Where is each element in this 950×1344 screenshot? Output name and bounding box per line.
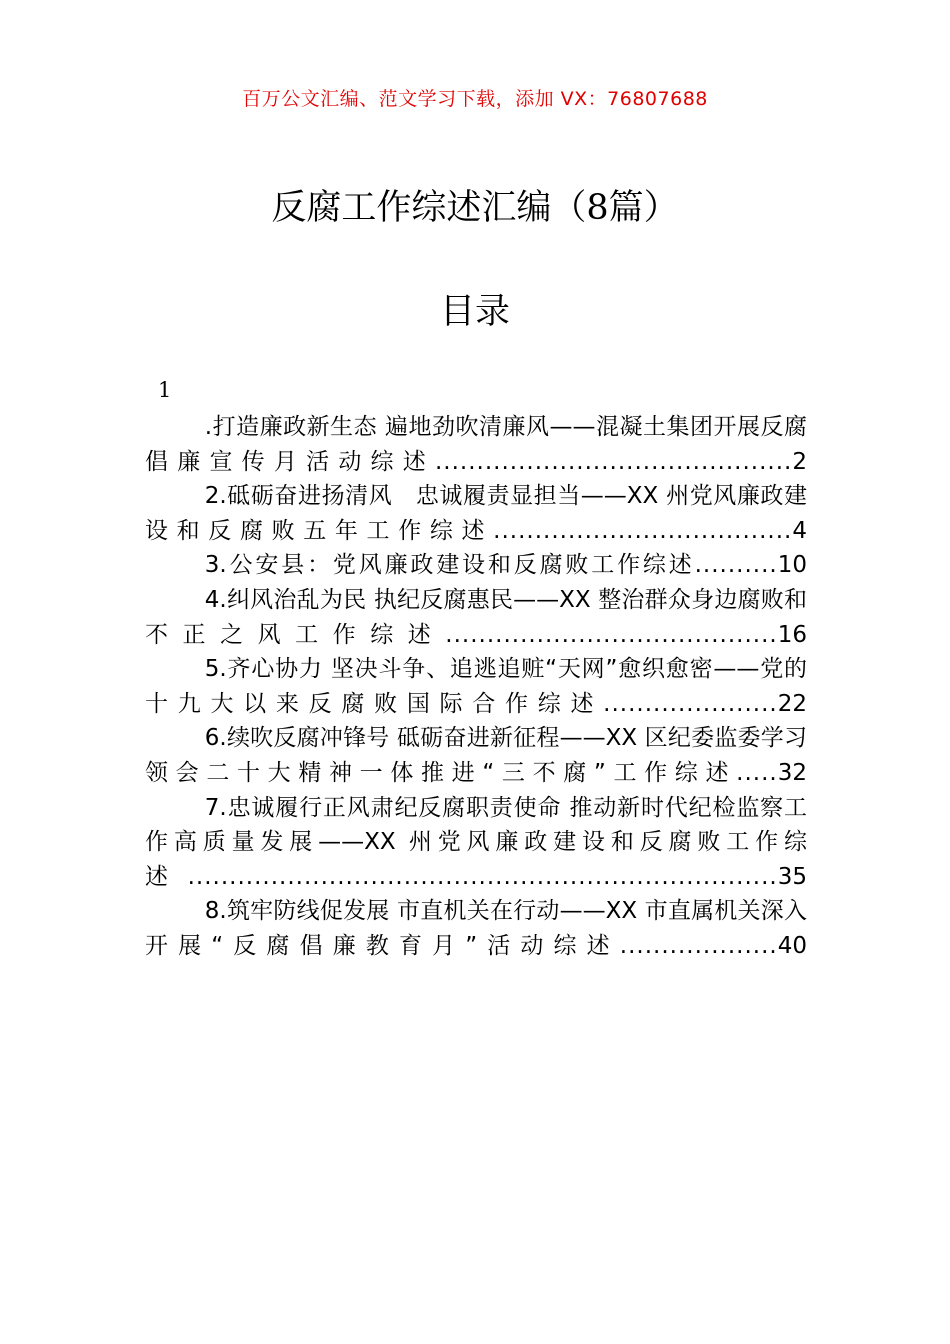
toc-heading: 目录: [439, 292, 510, 332]
toc-entry-leader: .......................................................................: [187, 863, 778, 890]
toc-entry-leader: ....................................: [493, 517, 793, 544]
toc-entry-leader: .....: [736, 759, 778, 786]
toc-entry-title: 7.忠诚履行正风肃纪反腐职责使命 推动新时代纪检监察工作高质量发展——XX 州党风廉政建设和反腐败工作综述: [145, 794, 807, 890]
toc-entry-title: 4.纠风治乱为民 执纪反腐惠民——XX 整治群众身边腐败和不正之风工作综述: [145, 586, 807, 648]
toc-entry-4[interactable]: [145, 583, 807, 652]
header-note: 百万公文汇编、范文学习下载，添加 VX：76807688: [242, 88, 708, 110]
toc-entry-leader: .....................: [603, 690, 778, 717]
toc-entry-page: 40: [777, 932, 807, 959]
toc-entry-leader: ........................................: [445, 621, 778, 648]
toc-entry-page: 32: [777, 759, 807, 786]
toc-entry-page: 4: [792, 517, 807, 544]
toc-entry-title: 8.筑牢防线促发展 市直机关在行动——XX 市直属机关深入开展“反腐倡廉教育月”活动综述: [145, 898, 807, 959]
toc-entry-leader: ..........: [694, 552, 778, 579]
toc-entry-page: 16: [777, 621, 807, 648]
toc-entry-title: 3.公安县：党风廉政建设和反腐败工作综述: [204, 552, 695, 579]
document-title-prefix: 反腐工作综述汇编（: [271, 188, 587, 228]
toc-entry-6[interactable]: [145, 721, 807, 790]
toc-entry-page: 2: [792, 448, 807, 475]
toc-entry-title: 2.砥砺奋进扬清风 忠诚履责显担当——XX 州党风廉政建设和反腐败五年工作综述: [145, 483, 807, 544]
document-title: [0, 180, 950, 230]
toc-entry-8[interactable]: [145, 894, 807, 963]
toc-entry-7[interactable]: [145, 791, 807, 895]
toc-entry-page: 35: [777, 863, 807, 890]
table-of-contents: [145, 410, 807, 964]
toc-entry-page: 22: [777, 690, 807, 717]
toc-entry-title: .打造廉政新生态 遍地劲吹清廉风——混凝土集团开展反腐倡廉宣传月活动综述: [145, 414, 807, 475]
toc-entry-leader: ...........................................: [434, 448, 793, 475]
toc-entry-page: 10: [777, 552, 807, 579]
toc-entry-1[interactable]: [145, 410, 807, 479]
toc-entry-title: 6.续吹反腐冲锋号 砥砺奋进新征程——XX 区纪委监委学习领会二十大精神一体推进“三不腐”工作综述: [145, 725, 807, 786]
document-title-suffix: 篇）: [608, 188, 679, 228]
document-title-count: 8: [586, 188, 609, 228]
toc-entry-title: 5.齐心协力 坚决斗争、追逃追赃“天网”愈织愈密——党的十九大以来反腐败国际合作综述: [145, 656, 807, 717]
toc-entry-3[interactable]: [145, 548, 807, 583]
toc-entry-5[interactable]: [145, 652, 807, 721]
toc-entry-leader: ...................: [619, 932, 778, 959]
toc-entry-2[interactable]: [145, 479, 807, 548]
stray-number: 1: [158, 378, 172, 402]
